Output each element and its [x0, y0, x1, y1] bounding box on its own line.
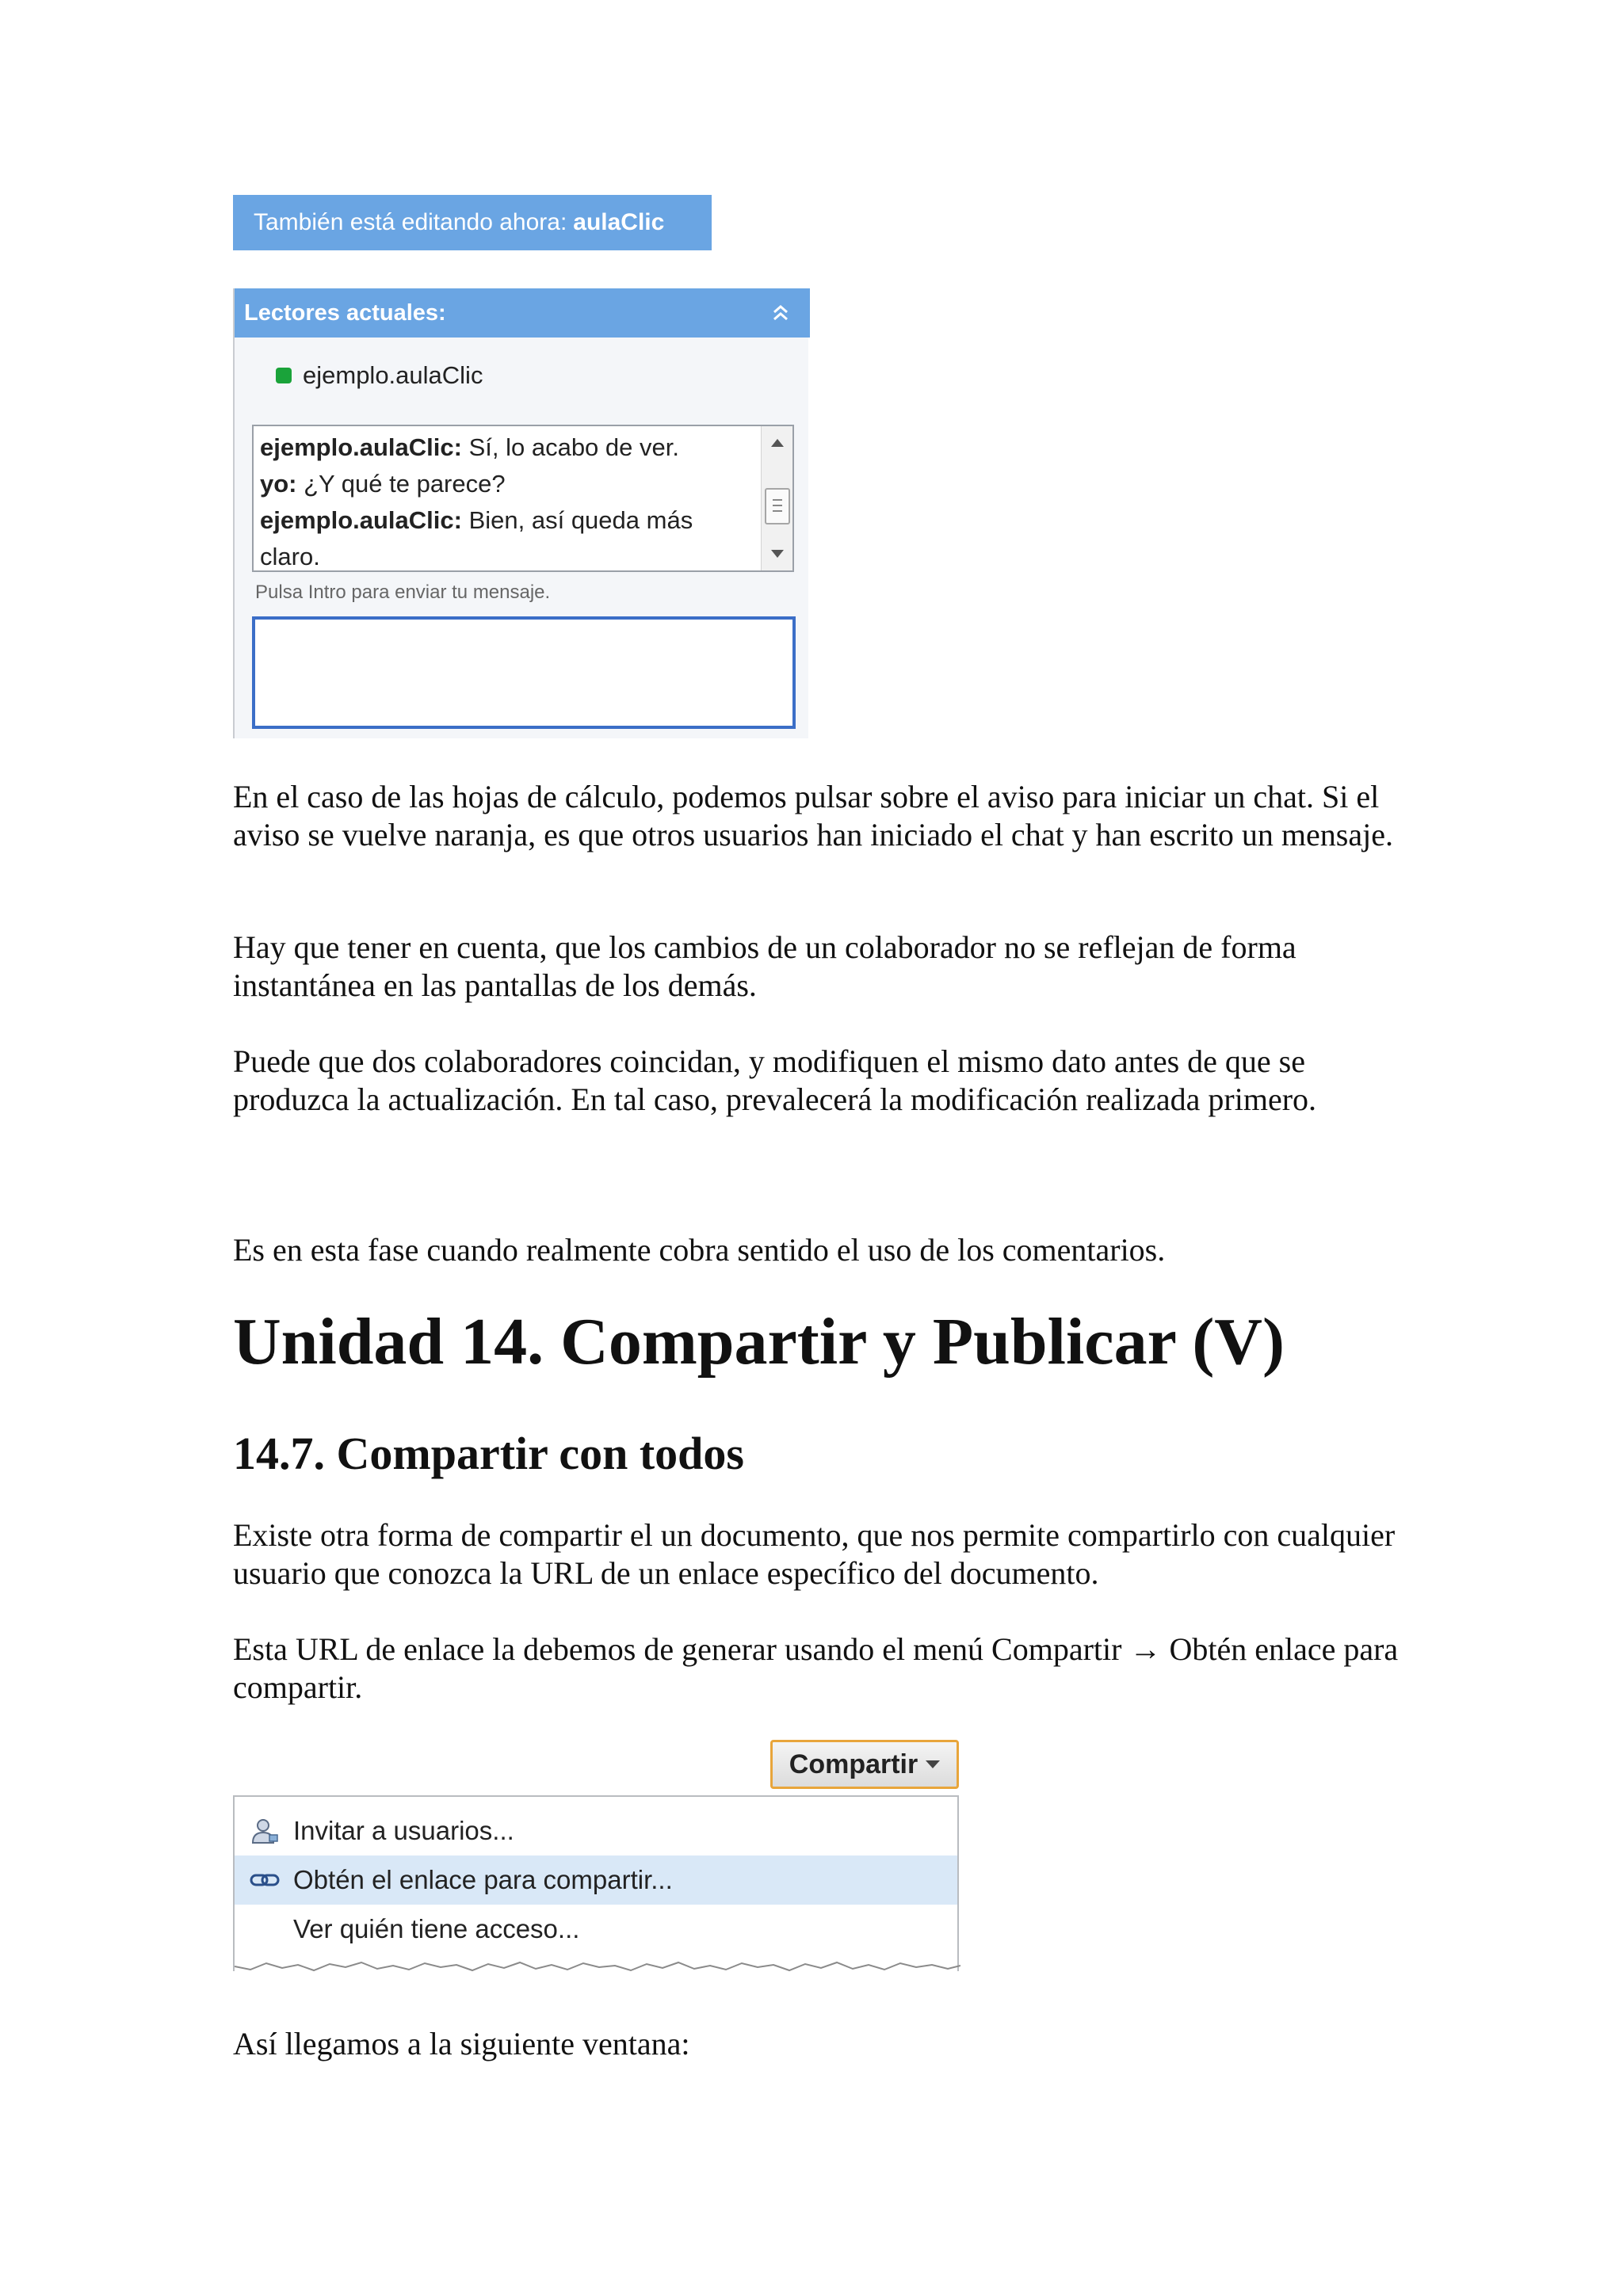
section-title: 14.7. Compartir con todos — [233, 1428, 744, 1479]
readers-header-label: Lectores actuales: — [244, 299, 446, 326]
chat-author: ejemplo.aulaClic: — [260, 433, 462, 461]
chat-text: ¿Y qué te parece? — [296, 470, 506, 498]
chat-log[interactable] — [252, 425, 794, 572]
menu-item-invite-users[interactable] — [235, 1806, 957, 1855]
paragraph: Así llegamos a la siguiente ventana: — [233, 2026, 690, 2061]
readers-panel — [233, 288, 808, 738]
editing-banner-prefix: También está editando ahora: — [254, 209, 567, 235]
online-status-icon — [276, 368, 292, 383]
paragraph: Puede que dos colaboradores coincidan, y modifiquen el mismo dato antes de que se produzca la actualización. En tal caso, prevalecerá la modificación realizada primero. — [233, 1043, 1317, 1117]
paragraph: En el caso de las hojas de cálculo, podemos pulsar sobre el aviso para iniciar un chat. Si el aviso se vuelve naranja, es que otros usuarios han iniciado el chat y han escrito un mensaje. — [233, 779, 1393, 852]
menu-item-see-access[interactable] — [235, 1905, 957, 1954]
chevron-down-icon — [926, 1760, 940, 1768]
share-button-label: Compartir — [789, 1749, 918, 1779]
scroll-thumb[interactable] — [765, 488, 790, 524]
menu-item-label: Obtén el enlace para compartir... — [293, 1865, 673, 1894]
scroll-up-icon[interactable] — [769, 437, 785, 448]
reader-name: ejemplo.aulaClic — [303, 361, 483, 389]
menu-item-label: Ver quién tiene acceso... — [293, 1914, 580, 1943]
torn-edge-divider — [235, 1955, 960, 1978]
chat-message — [260, 502, 751, 539]
menu-item-label: Invitar a usuarios... — [293, 1816, 514, 1845]
share-button[interactable] — [770, 1740, 959, 1789]
menu-item-get-link[interactable] — [235, 1855, 957, 1905]
chat-text: Bien, así queda más — [461, 506, 693, 534]
scroll-down-icon[interactable] — [769, 548, 785, 559]
readers-header[interactable] — [235, 288, 810, 338]
paragraph: Existe otra forma de compartir el un documento, que nos permite compartirlo con cualquier usuario que conozca la URL de un enlace específico del documento. — [233, 1517, 1396, 1591]
paragraph: Es en esta fase cuando realmente cobra sentido el uso de los comentarios. — [233, 1232, 1166, 1268]
page-title: Unidad 14. Compartir y Publicar (V) — [233, 1305, 1285, 1379]
chat-author: yo: — [260, 470, 297, 498]
link-icon — [249, 1867, 281, 1894]
editing-banner-user: aulaClic — [573, 209, 665, 235]
chat-scrollbar[interactable] — [761, 426, 792, 570]
chat-text: Sí, lo acabo de ver. — [461, 433, 679, 461]
reader-item — [276, 358, 483, 393]
chat-text: claro. — [260, 543, 320, 570]
user-icon — [249, 1817, 281, 1844]
chat-hint: Pulsa Intro para enviar tu mensaje. — [255, 582, 551, 603]
paragraph: Hay que tener en cuenta, que los cambios de un colaborador no se reflejan de forma instantánea en las pantallas de los demás. — [233, 929, 1296, 1003]
editing-banner[interactable] — [233, 195, 712, 250]
chat-input[interactable] — [252, 616, 796, 729]
chat-message — [260, 466, 751, 502]
chat-message — [260, 429, 751, 466]
chat-message — [260, 539, 751, 575]
share-menu — [233, 1795, 959, 1971]
chat-author: ejemplo.aulaClic: — [260, 506, 462, 534]
collapse-icon[interactable] — [769, 299, 792, 326]
paragraph: Esta URL de enlace la debemos de generar usando el menú Compartir → Obtén enlace para compartir. — [233, 1631, 1399, 1705]
